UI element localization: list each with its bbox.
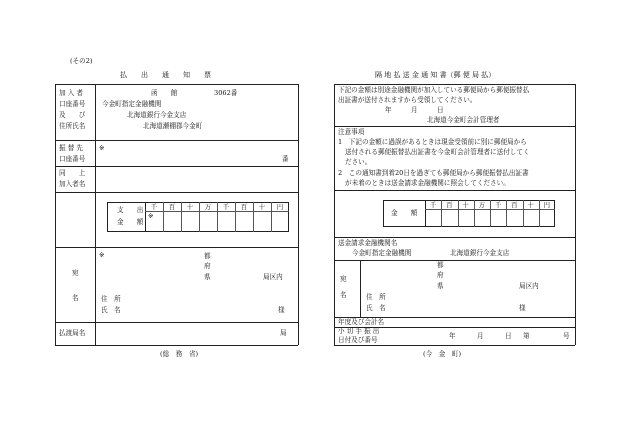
left-top-border	[55, 84, 298, 85]
check-nen: 年	[449, 332, 456, 340]
row-divider	[55, 140, 298, 141]
digit-header: 千	[429, 200, 437, 209]
digit-header: 千	[494, 200, 502, 209]
date-nen: 年	[385, 106, 392, 114]
date-tsuki: 月	[411, 106, 418, 114]
date-hi: 日	[437, 106, 444, 114]
row-divider	[334, 260, 575, 261]
payee-label-2: 名	[72, 294, 79, 302]
right-footer: (今 金 町)	[423, 350, 462, 358]
pref-fu: 府	[204, 262, 211, 270]
issuer-text: 北海道今金町会計管理者	[427, 116, 500, 124]
right-bottom-border	[334, 345, 575, 346]
left-footer: (総 務 省)	[160, 350, 199, 358]
sama-text: 様	[278, 306, 285, 314]
row-divider	[334, 190, 575, 191]
notes-title: 注意事項	[338, 128, 365, 136]
check-go: 号	[563, 332, 570, 340]
row-divider	[334, 126, 575, 127]
amount-mark: ※	[148, 212, 154, 220]
kyoku-text: 局	[280, 329, 287, 337]
right-address-label: 住 所	[366, 293, 386, 301]
digit-header: 円	[276, 202, 284, 211]
digit-header: 十	[186, 202, 194, 211]
account-label: 口座番号	[59, 100, 86, 108]
right-payee-label-2: 名	[340, 291, 347, 299]
remit-label: 送金請求金融機関名	[338, 239, 398, 247]
same-subscriber-label: 加入者名	[59, 180, 86, 188]
digit-header: 十	[462, 200, 469, 209]
left-form-title: 払 出 通 知 票	[120, 71, 211, 79]
digit-header: 千	[150, 202, 158, 211]
digit-header: 百	[168, 202, 176, 211]
series-label: (その2)	[70, 57, 93, 65]
transfer-account-label: 口座番号	[59, 155, 86, 163]
left-right-border	[298, 84, 299, 345]
row-divider	[55, 322, 298, 323]
notice-line-1: 下記の金額は別途金融機関が加入している郵便局から郵便振替払	[338, 86, 530, 94]
right-left-border	[334, 84, 335, 345]
address-name-label: 住所氏名	[59, 122, 86, 130]
office-label: 払渡局名	[59, 329, 86, 337]
transfer-mark: ※	[99, 144, 105, 152]
payee-name-label: 氏 名	[101, 306, 121, 314]
city-text: 函 館	[151, 89, 178, 97]
row-divider	[55, 247, 298, 248]
subscriber-label: 加 入 者	[59, 89, 83, 97]
right-ward-text: 局区内	[519, 282, 539, 290]
left-left-border	[55, 84, 56, 345]
digit-header: 百	[240, 202, 248, 211]
transfer-label: 振 替 先	[59, 144, 83, 152]
digit-header: 百	[446, 200, 453, 209]
institution-text: 今金町指定金融機関	[102, 100, 162, 108]
left-bottom-border	[55, 345, 298, 346]
right-amount-label: 金 額	[391, 209, 418, 217]
remit-bank: 北海道銀行今金支店	[450, 249, 510, 257]
digit-header: 百	[511, 200, 518, 209]
right-payee-label-1: 宛	[340, 275, 347, 283]
digit-header: 十	[258, 202, 266, 211]
right-payee-divider	[360, 260, 361, 317]
right-sama-text: 様	[519, 304, 526, 312]
row-divider	[55, 192, 298, 193]
digit-header: 円	[543, 200, 551, 209]
bank-branch-text: 北海道銀行今金支店	[127, 111, 187, 119]
digit-header: 万	[478, 200, 486, 209]
right-pref-to: 都	[437, 261, 444, 269]
payee-mark: ※	[99, 251, 105, 259]
check-hi: 日	[505, 332, 512, 340]
right-form-title: 隔 地 払 送 金 通 知 書（郵 便 局 払）	[375, 71, 496, 79]
note-1-line-3: ださい。	[345, 158, 372, 166]
check-label-1: 小 切 手 振 出	[338, 327, 380, 335]
holder-text: 北海道瀬棚郡今金町	[143, 122, 203, 130]
right-top-border	[334, 84, 575, 85]
fiscal-label: 年度及び会計名	[338, 318, 385, 326]
note-1-line-1: 1 下記の金額に過誤があるときは現金受領前に別に郵便局から	[338, 138, 527, 146]
notice-line-2: 出証書が送付されますから受領してください。	[338, 96, 477, 104]
row-divider	[334, 237, 575, 238]
check-dai: 第	[523, 332, 530, 340]
pref-to: 都	[204, 252, 211, 260]
note-2-line-1: 2 この通知書到着20日を過ぎても郵便局から郵便振替払出証書	[338, 169, 529, 177]
payee-address-label: 住 所	[101, 295, 121, 303]
payee-label-1: 宛	[72, 269, 79, 277]
check-tsuki: 月	[477, 332, 484, 340]
account-number: 3062番	[214, 89, 238, 97]
right-name-label: 氏 名	[366, 304, 386, 312]
pref-ken: 県	[204, 273, 211, 281]
right-pref-ken: 県	[437, 282, 444, 290]
left-label-divider	[95, 84, 96, 345]
note-2-line-2: が未着のときは送金請求金融機関に照会してください。	[345, 179, 510, 187]
digit-header: 千	[222, 202, 230, 211]
right-pref-fu: 府	[437, 271, 444, 279]
note-1-line-2: 送付される郵便振替払出証書を今金町会計管理者に送付してく	[345, 148, 530, 156]
ward-text: 局区内	[263, 273, 283, 281]
remit-institution: 今金町指定金融機関	[352, 249, 412, 257]
and-label: 及 び	[59, 111, 86, 119]
digit-header: 十	[527, 200, 534, 209]
ban-text: 番	[282, 155, 289, 163]
amount-label-1: 支 出	[117, 206, 144, 214]
row-divider	[55, 166, 298, 167]
same-label: 同 上	[59, 169, 86, 177]
digit-header: 万	[204, 202, 212, 211]
right-right-border	[575, 84, 576, 345]
amount-label-2: 金 額	[117, 218, 144, 226]
check-label-2: 日付及び番号	[338, 336, 378, 344]
